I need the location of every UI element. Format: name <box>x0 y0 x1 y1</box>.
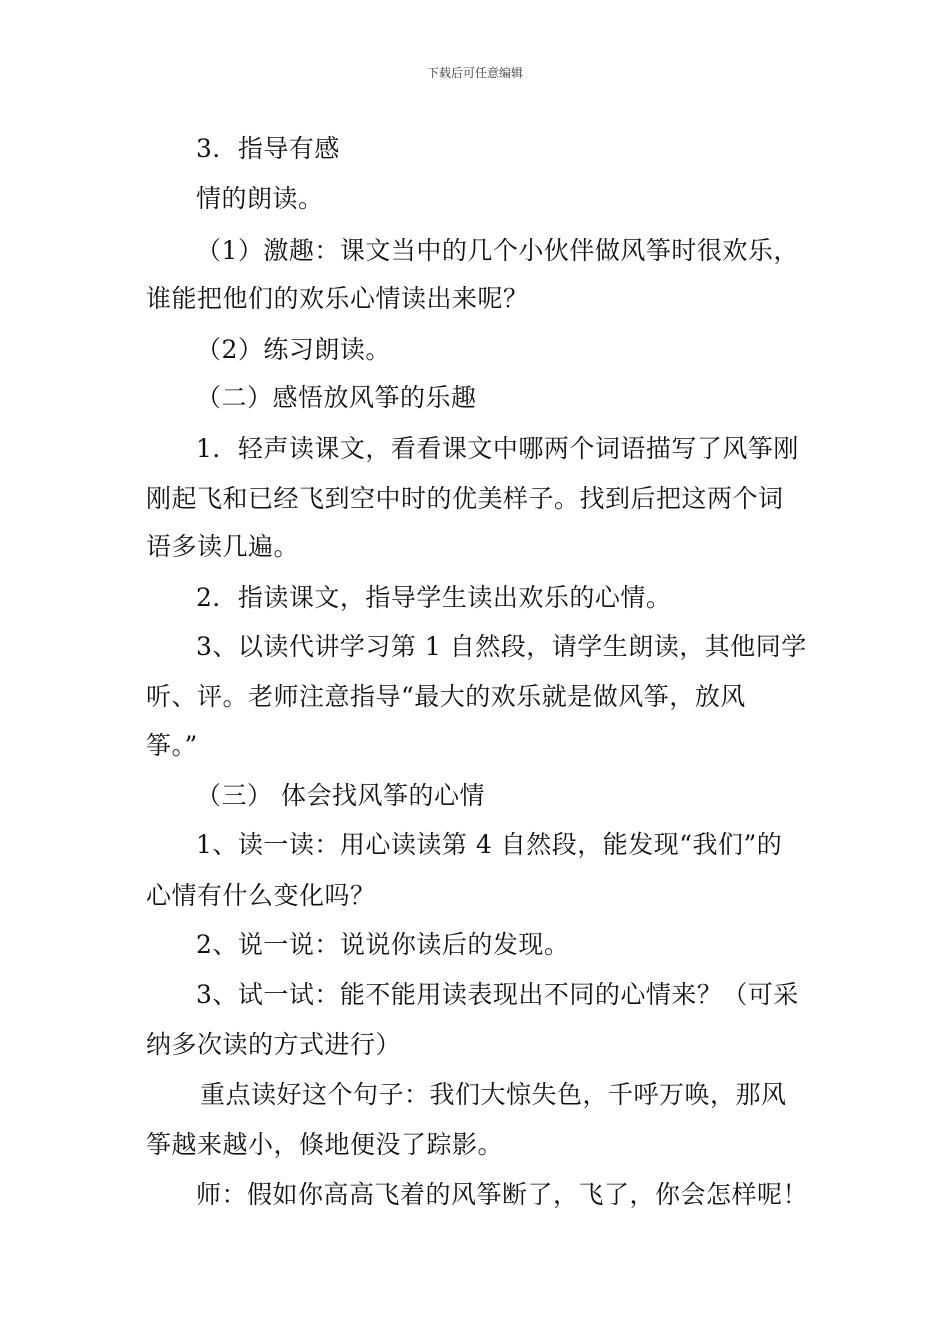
section-heading: （二）感悟放风筝的乐趣 <box>196 383 477 412</box>
section-heading: （三） 体会找风筝的心情 <box>196 781 485 810</box>
paragraph-line: 3、试一试：能不能用读表现出不同的心情来？（可采 <box>196 980 799 1009</box>
paragraph-line: 2、说一说：说说你读后的发现。 <box>196 930 570 959</box>
paragraph-line: 3、以读代讲学习第 1 自然段，请学生朗读，其他同学 <box>196 632 807 661</box>
paragraph-line: 谁能把他们的欢乐心情读出来呢？ <box>146 284 529 313</box>
page-header: 下载后可任意编辑 <box>426 66 523 80</box>
paragraph-line: 纳多次读的方式进行） <box>146 1030 402 1059</box>
paragraph-line: （2）练习朗读。 <box>196 335 391 364</box>
paragraph-line: 心情有什么变化吗？ <box>146 881 376 910</box>
paragraph-line: 师：假如你高高飞着的风筝断了，飞了，你会怎样呢！ <box>196 1180 809 1209</box>
paragraph-line: 1、读一读：用心读读第 4 自然段，能发现“我们”的 <box>196 830 783 859</box>
paragraph-line: （1）激趣：课文当中的几个小伙伴做风筝时很欢乐， <box>196 236 799 265</box>
list-number-line: 3．指导有感 <box>196 134 340 163</box>
paragraph-line: 刚起飞和已经飞到空中时的优美样子。找到后把这两个词 <box>146 484 784 513</box>
paragraph-line: 重点读好这个句子：我们大惊失色，千呼万唤，那风 <box>200 1080 787 1109</box>
paragraph-line: 1．轻声读课文，看看课文中哪两个词语描写了风筝刚 <box>196 434 799 463</box>
paragraph-line: 听、评。老师注意指导“最大的欢乐就是做风筝，放风 <box>146 682 746 711</box>
paragraph-line: 筝。” <box>146 731 198 760</box>
paragraph-line: 情的朗读。 <box>196 184 324 213</box>
paragraph-line: 语多读几遍。 <box>146 532 300 561</box>
paragraph-line: 2．指读课文，指导学生读出欢乐的心情。 <box>196 583 672 612</box>
paragraph-line: 筝越来越小，倏地便没了踪影。 <box>146 1130 504 1159</box>
